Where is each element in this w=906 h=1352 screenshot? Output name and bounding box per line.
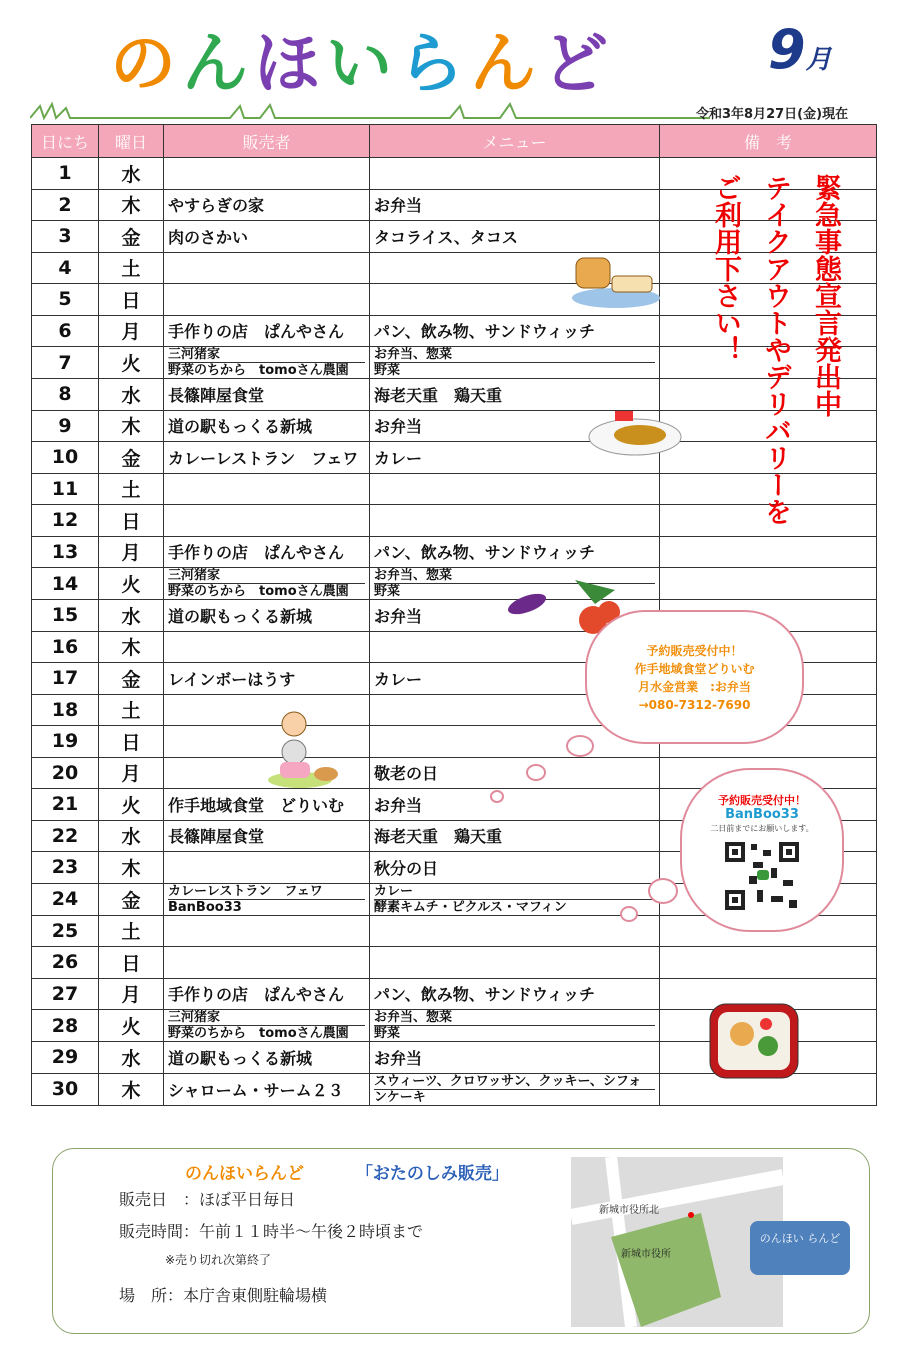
vendor-line: 三河猪家 — [168, 568, 221, 583]
date-cell: 22 — [32, 820, 99, 852]
menu-line: 野菜 — [374, 362, 655, 378]
sales-hours: 販売時間：午前１１時半～午後２時頃まで — [119, 1222, 424, 1241]
cloud-bubble — [648, 878, 678, 904]
menu-line: 酵素キムチ・ピクルス・マフィン — [374, 899, 655, 915]
sales-place: 場 所：本庁舎東側駐輪場横 — [119, 1286, 328, 1305]
date-cell: 9 — [32, 410, 99, 442]
cloud-bubble — [490, 790, 504, 803]
menu-cell: パン、飲み物、サンドウィッチ — [370, 315, 660, 347]
cloud1-line3: 月水金営業 :お弁当 — [638, 680, 751, 694]
bread-icon — [566, 250, 661, 310]
notes-cell — [660, 568, 877, 600]
as-of-date: 令和3年8月27日(金)現在 — [696, 107, 849, 122]
date-cell: 15 — [32, 600, 99, 632]
menu-line: スウィーツ、クロワッサン、クッキー、シフォ — [374, 1073, 642, 1089]
date-cell: 3 — [32, 221, 99, 253]
date-cell: 29 — [32, 1042, 99, 1074]
date-cell: 24 — [32, 883, 99, 915]
table-row — [32, 536, 877, 568]
notice-line-1: 緊急事態宣言発出中 — [810, 174, 841, 417]
vendor-line: 三河猪家 — [168, 1010, 221, 1025]
cloud-bubble — [566, 735, 594, 757]
vendor-cell — [164, 473, 370, 505]
vendor-cell: カレーレストラン フェワ — [164, 442, 370, 474]
weekday-cell: 水 — [99, 600, 164, 632]
vendor-line: カレーレストラン フェワ — [168, 883, 323, 899]
date-cell: 27 — [32, 978, 99, 1010]
vendor-cell — [164, 947, 370, 979]
menu-line: ンケーキ — [374, 1089, 655, 1105]
date-cell: 21 — [32, 789, 99, 821]
elderly-couple-icon — [262, 708, 344, 790]
vendor-cell: 手作りの店 ぱんやさん — [164, 978, 370, 1010]
date-cell: 25 — [32, 915, 99, 947]
date-cell: 4 — [32, 252, 99, 284]
date-cell: 28 — [32, 1010, 99, 1042]
menu-cell: 海老天重 鶏天重 — [370, 820, 660, 852]
page-title — [110, 12, 670, 102]
menu-line: お弁当、惣菜 — [374, 568, 453, 583]
date-cell: 19 — [32, 726, 99, 758]
weekday-cell: 金 — [99, 883, 164, 915]
table-row — [32, 947, 877, 979]
weekday-cell: 月 — [99, 315, 164, 347]
date-cell: 10 — [32, 442, 99, 474]
menu-cell: パン、飲み物、サンドウィッチ — [370, 536, 660, 568]
weekday-cell: 日 — [99, 947, 164, 979]
vendor-cell — [164, 883, 370, 915]
notice-line-2: テイクアウトやデリバリーを — [760, 174, 791, 525]
notice-line-3: ご利用下さい！ — [710, 174, 741, 363]
header-notes: 備 考 — [660, 125, 877, 158]
date-cell: 5 — [32, 284, 99, 316]
vendor-cell — [164, 852, 370, 884]
menu-cell — [370, 158, 660, 190]
date-cell: 2 — [32, 189, 99, 221]
menu-cell — [370, 1073, 660, 1105]
date-cell: 1 — [32, 158, 99, 190]
vendor-line: 三河猪家 — [168, 347, 221, 362]
notes-cell — [660, 947, 877, 979]
weekday-cell: 日 — [99, 284, 164, 316]
month-label: 9月 — [768, 18, 832, 81]
menu-cell: カレー — [370, 663, 660, 695]
map-label-cityhall: 新城市役所 — [621, 1249, 671, 1260]
menu-cell — [370, 347, 660, 379]
menu-cell — [370, 883, 660, 915]
weekday-cell: 金 — [99, 663, 164, 695]
header-menu: メニュー — [370, 125, 660, 158]
weekday-cell: 水 — [99, 1042, 164, 1074]
weekday-cell: 日 — [99, 505, 164, 537]
vendor-cell: 作手地域食堂 どりいむ — [164, 789, 370, 821]
menu-cell — [370, 1010, 660, 1042]
weekday-cell: 水 — [99, 820, 164, 852]
vendor-cell — [164, 158, 370, 190]
date-cell: 17 — [32, 663, 99, 695]
weekday-cell: 月 — [99, 757, 164, 789]
header-weekday: 曜日 — [99, 125, 164, 158]
vendor-cell: やすらぎの家 — [164, 189, 370, 221]
weekday-cell: 水 — [99, 158, 164, 190]
vendor-cell: 手作りの店 ぱんやさん — [164, 536, 370, 568]
cloud1-phone: →080-7312-7690 — [638, 698, 751, 712]
menu-cell: お弁当 — [370, 789, 660, 821]
sold-out-note: ※売り切れ次第終了 — [165, 1253, 272, 1267]
map-callout: のんほい らんど — [750, 1221, 850, 1275]
curry-icon — [585, 405, 685, 460]
reservation-cloud-banboo — [680, 768, 844, 932]
bento-icon — [706, 998, 802, 1084]
weekday-cell: 金 — [99, 442, 164, 474]
qr-code-icon — [723, 840, 801, 912]
menu-line: お弁当、惣菜 — [374, 1010, 453, 1025]
date-cell: 12 — [32, 505, 99, 537]
date-cell: 14 — [32, 568, 99, 600]
date-cell: 6 — [32, 315, 99, 347]
menu-cell — [370, 915, 660, 947]
cloud2-line1: 予約販売受付中！ — [718, 794, 806, 807]
header-date: 日にち — [32, 125, 99, 158]
vendor-cell — [164, 252, 370, 284]
vendor-cell: 肉のさかい — [164, 221, 370, 253]
weekday-cell: 火 — [99, 568, 164, 600]
menu-line: お弁当、惣菜 — [374, 347, 453, 362]
weekday-cell: 土 — [99, 694, 164, 726]
vendor-cell: シャローム・サーム２３ — [164, 1073, 370, 1105]
menu-line: 野菜 — [374, 1025, 655, 1041]
weekday-cell: 木 — [99, 1073, 164, 1105]
menu-cell: カレー — [370, 442, 660, 474]
weekday-cell: 水 — [99, 379, 164, 411]
menu-cell: お弁当 — [370, 189, 660, 221]
weekday-cell: 月 — [99, 536, 164, 568]
weekday-cell: 土 — [99, 252, 164, 284]
weekday-cell: 火 — [99, 789, 164, 821]
notes-cell — [660, 536, 877, 568]
vendor-cell — [164, 568, 370, 600]
menu-line: 野菜 — [374, 583, 655, 599]
vendor-cell: 道の駅もっくる新城 — [164, 410, 370, 442]
cloud2-line3: 二日前までにお願いします。 — [710, 824, 814, 833]
date-cell: 8 — [32, 379, 99, 411]
weekday-cell: 火 — [99, 1010, 164, 1042]
table-header-row — [32, 125, 877, 158]
title-char: の — [110, 24, 182, 102]
title-char: ん — [470, 24, 542, 102]
vendor-cell: 道の駅もっくる新城 — [164, 1042, 370, 1074]
weekday-cell: 火 — [99, 347, 164, 379]
menu-cell: お弁当 — [370, 1042, 660, 1074]
cloud2-line2: BanBoo33 — [725, 807, 799, 822]
weekday-cell: 木 — [99, 410, 164, 442]
vendor-cell: 手作りの店 ぱんやさん — [164, 315, 370, 347]
vendor-cell — [164, 631, 370, 663]
weekday-cell: 木 — [99, 852, 164, 884]
footer-brand: のんほいらんど — [185, 1164, 304, 1184]
menu-cell — [370, 473, 660, 505]
vendor-cell: 長篠陣屋食堂 — [164, 820, 370, 852]
grass-decoration — [30, 100, 710, 120]
weekday-cell: 土 — [99, 915, 164, 947]
menu-cell: タコライス、タコス — [370, 221, 660, 253]
menu-cell: 海老天重 鶏天重 — [370, 379, 660, 411]
sales-info-box — [52, 1148, 870, 1334]
menu-cell: パン、飲み物、サンドウィッチ — [370, 978, 660, 1010]
date-cell: 20 — [32, 757, 99, 789]
vendor-cell — [164, 915, 370, 947]
vendor-line: BanBoo33 — [168, 899, 365, 915]
table-row — [32, 568, 877, 600]
header-vendor: 販売者 — [164, 125, 370, 158]
menu-cell: 秋分の日 — [370, 852, 660, 884]
date-cell: 30 — [32, 1073, 99, 1105]
title-char: ほ — [254, 24, 326, 102]
date-cell: 23 — [32, 852, 99, 884]
date-cell: 13 — [32, 536, 99, 568]
vendor-line: 野菜のちから tomoさん農園 — [168, 583, 365, 599]
vendor-cell — [164, 505, 370, 537]
date-cell: 18 — [32, 694, 99, 726]
date-cell: 26 — [32, 947, 99, 979]
cloud1-line1: 予約販売受付中！ — [646, 644, 743, 658]
menu-cell — [370, 947, 660, 979]
date-cell: 11 — [32, 473, 99, 505]
cloud-bubble — [620, 906, 638, 922]
menu-cell: お弁当 — [370, 600, 660, 632]
vendor-cell — [164, 1010, 370, 1042]
weekday-cell: 木 — [99, 189, 164, 221]
title-char: い — [326, 24, 398, 102]
title-char: ん — [182, 24, 254, 102]
sales-days: 販売日 ：ほぼ平日毎日 — [119, 1190, 296, 1209]
weekday-cell: 月 — [99, 978, 164, 1010]
menu-cell — [370, 505, 660, 537]
menu-cell: 敬老の日 — [370, 757, 660, 789]
title-char: ら — [398, 24, 470, 102]
footer-title — [185, 1159, 509, 1184]
date-cell: 7 — [32, 347, 99, 379]
date-cell: 16 — [32, 631, 99, 663]
menu-line: カレー — [374, 883, 414, 899]
vendor-line: 野菜のちから tomoさん農園 — [168, 362, 365, 378]
title-char: ど — [542, 24, 614, 102]
weekday-cell: 木 — [99, 631, 164, 663]
vendor-cell: 道の駅もっくる新城 — [164, 600, 370, 632]
vendor-cell — [164, 347, 370, 379]
reservation-cloud-dorimu — [585, 610, 804, 744]
vendor-cell: 長篠陣屋食堂 — [164, 379, 370, 411]
vendor-cell: レインボーはうす — [164, 663, 370, 695]
emergency-notice — [700, 168, 850, 540]
weekday-cell: 土 — [99, 473, 164, 505]
footer-event: 「おたのしみ販売」 — [355, 1164, 509, 1184]
weekday-cell: 日 — [99, 726, 164, 758]
cloud-bubble — [526, 764, 546, 781]
vendor-cell — [164, 284, 370, 316]
map-label-north: 新城市役所北 — [599, 1205, 659, 1216]
vendor-line: 野菜のちから tomoさん農園 — [168, 1025, 365, 1041]
cloud1-line2: 作手地域食堂どりいむ — [634, 662, 755, 676]
weekday-cell: 金 — [99, 221, 164, 253]
menu-cell: お弁当 — [370, 410, 660, 442]
